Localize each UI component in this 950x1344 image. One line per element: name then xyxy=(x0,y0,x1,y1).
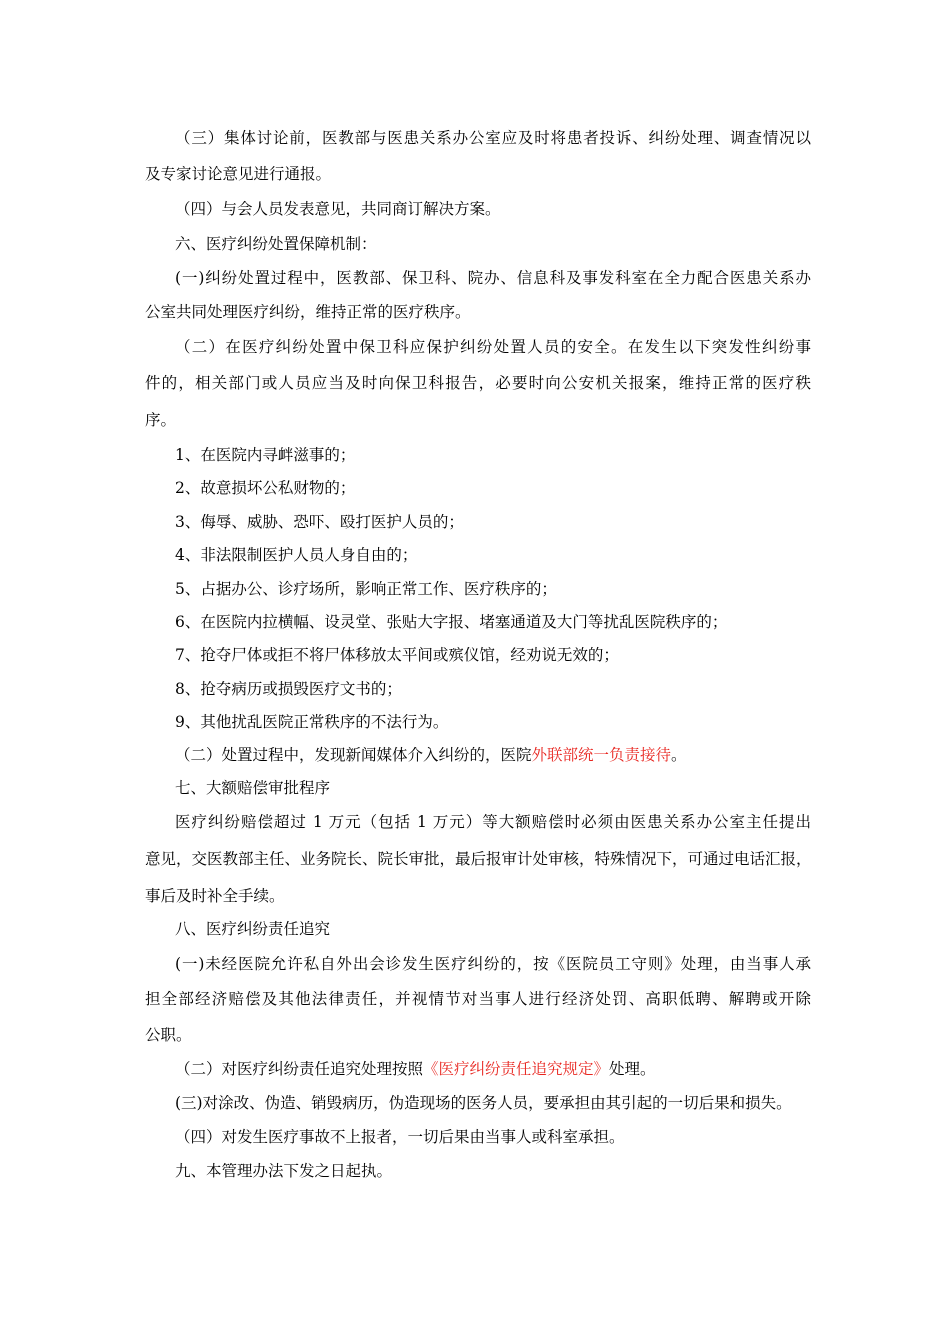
list-item: 1、在医院内寻衅滋事的； xyxy=(175,446,356,464)
paragraph-line: （二）在医疗纠纷处置中保卫科应保护纠纷处置人员的安全。在发生以下突发性纠纷事 xyxy=(175,338,811,356)
section-heading: 七、大额赔偿审批程序 xyxy=(175,779,331,797)
list-item: 2、故意损坏公私财物的； xyxy=(175,479,356,497)
paragraph-line: (一)未经医院允许私自外出会诊发生医疗纠纷的，按《医院员工守则》处理，由当事人承 xyxy=(175,955,811,973)
list-item: 4、非法限制医护人员人身自由的； xyxy=(175,546,418,564)
paragraph-line xyxy=(175,1059,656,1079)
paragraph-line: 意见，交医教部主任、业务院长、院长审批，最后报审计处审核，特殊情况下，可通过电话汇报， xyxy=(145,850,812,868)
paragraph-line: 及专家讨论意见进行通报。 xyxy=(145,165,332,183)
list-item: 3、侮辱、威胁、恐吓、殴打医护人员的； xyxy=(175,513,464,531)
paragraph-line: （四）与会人员发表意见，共同商订解决方案。 xyxy=(175,200,501,218)
list-item: 5、占据办公、诊疗场所，影响正常工作、医疗秩序的； xyxy=(175,580,557,598)
paragraph-line: (一)纠纷处置过程中，医教部、保卫科、院办、信息科及事发科室在全力配合医患关系办 xyxy=(175,269,811,287)
paragraph-line: 医疗纠纷赔偿超过 1 万元（包括 1 万元）等大额赔偿时必须由医患关系办公室主任提出 xyxy=(175,813,811,831)
paragraph-line: 公职。 xyxy=(145,1026,192,1044)
paragraph-line: （四）对发生医疗事故不上报者，一切后果由当事人或科室承担。 xyxy=(175,1128,625,1146)
paragraph-line: (三)对涂改、伪造、销毁病历，伪造现场的医务人员，要承担由其引起的一切后果和损失。 xyxy=(175,1094,792,1112)
paragraph-text: （二）处置过程中，发现新闻媒体介入纠纷的，医院 xyxy=(175,746,532,764)
paragraph-line: 公室共同处理医疗纠纷，维持正常的医疗秩序。 xyxy=(145,303,471,321)
highlighted-text: 《医疗纠纷责任追究规定》 xyxy=(423,1060,610,1078)
paragraph-text: 处理。 xyxy=(609,1060,656,1078)
paragraph-line: 事后及时补全手续。 xyxy=(145,887,285,905)
paragraph-line xyxy=(175,745,687,765)
list-item: 7、抢夺尸体或拒不将尸体移放太平间或殡仪馆，经劝说无效的； xyxy=(175,646,619,664)
section-heading: 九、本管理办法下发之日起执。 xyxy=(175,1162,393,1180)
section-heading: 六、医疗纠纷处置保障机制： xyxy=(175,235,377,253)
paragraph-line: 序。 xyxy=(145,411,177,429)
paragraph-line: 件的，相关部门或人员应当及时向保卫科报告，必要时向公安机关报案，维持正常的医疗秩 xyxy=(145,374,811,392)
list-item: 9、其他扰乱医院正常秩序的不法行为。 xyxy=(175,713,449,731)
paragraph-text: （二）对医疗纠纷责任追究处理按照 xyxy=(175,1060,424,1078)
paragraph-line: （三）集体讨论前，医教部与医患关系办公室应及时将患者投诉、纠纷处理、调查情况以 xyxy=(175,129,811,147)
list-item: 8、抢夺病历或损毁医疗文书的； xyxy=(175,680,402,698)
list-item: 6、在医院内拉横幅、设灵堂、张贴大字报、堵塞通道及大门等扰乱医院秩序的； xyxy=(175,613,728,631)
paragraph-text: 。 xyxy=(671,746,687,764)
section-heading: 八、医疗纠纷责任追究 xyxy=(175,920,331,938)
paragraph-line: 担全部经济赔偿及其他法律责任，并视情节对当事人进行经济处罚、高职低聘、解聘或开除 xyxy=(145,990,811,1008)
highlighted-text: 外联部统一负责接待 xyxy=(531,746,672,764)
